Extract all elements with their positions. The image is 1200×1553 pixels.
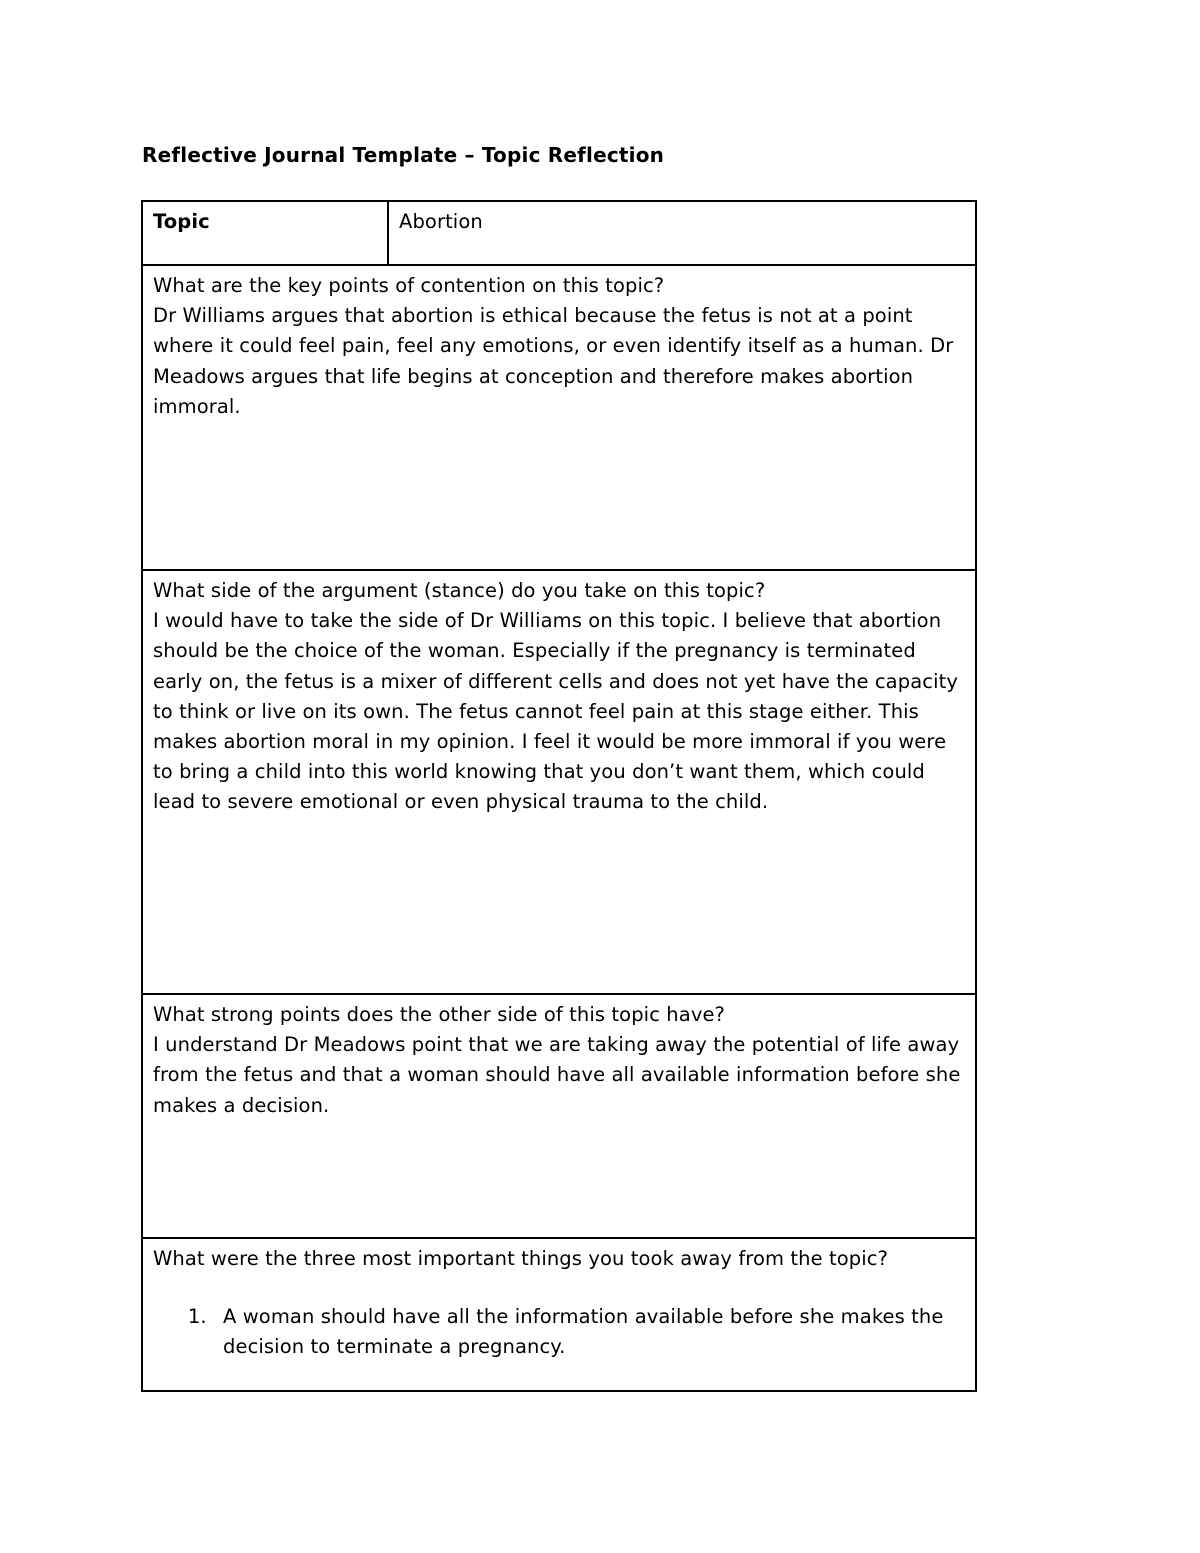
stance-answer: I would have to take the side of Dr Williams on this topic. I believe that abortion should be the choice of the woman. Especially if the pregnancy is terminated early on, the fetus is a mixer of different cells and does not yet have the capacity to think or live on its own. The fetus cannot feel pain at this stage either. This makes abortion moral in my opinion. I feel it would be more immoral if you were to bring a child into this world knowing that you don’t want them, which could lead to severe emotional or even physical trauma to the child. (153, 609, 958, 814)
stance-row (142, 570, 976, 994)
stance-question: What side of the argument (stance) do you take on this topic? (153, 579, 766, 602)
topic-label: Topic (142, 201, 388, 265)
topic-value: Abortion (388, 201, 976, 265)
takeaways-cell (142, 1238, 976, 1391)
topic-row (142, 201, 976, 265)
contention-answer: Dr Williams argues that abortion is ethical because the fetus is not at a point where it could feel pain, feel any emotions, or even identify itself as a human. Dr Meadows argues that life begins at conception and therefore makes abortion immoral. (153, 304, 954, 418)
reflection-table (141, 200, 977, 1392)
takeaway-item: 1. A woman should have all the information available before she makes the decision to terminate a pregnancy. (213, 1302, 965, 1362)
other-side-question: What strong points does the other side of this topic have? (153, 1003, 726, 1026)
other-side-answer: I understand Dr Meadows point that we are taking away the potential of life away from the fetus and that a woman should have all available information before she makes a decision. (153, 1033, 961, 1117)
contention-cell (142, 265, 976, 570)
contention-row (142, 265, 976, 570)
contention-question: What are the key points of contention on this topic? (153, 274, 665, 297)
takeaways-question: What were the three most important things you took away from the topic? (153, 1247, 889, 1270)
other-side-cell (142, 994, 976, 1238)
takeaways-row (142, 1238, 976, 1391)
stance-cell (142, 570, 976, 994)
takeaways-list (153, 1302, 965, 1362)
other-side-row (142, 994, 976, 1238)
page-title: Reflective Journal Template – Topic Reflection (142, 143, 665, 167)
